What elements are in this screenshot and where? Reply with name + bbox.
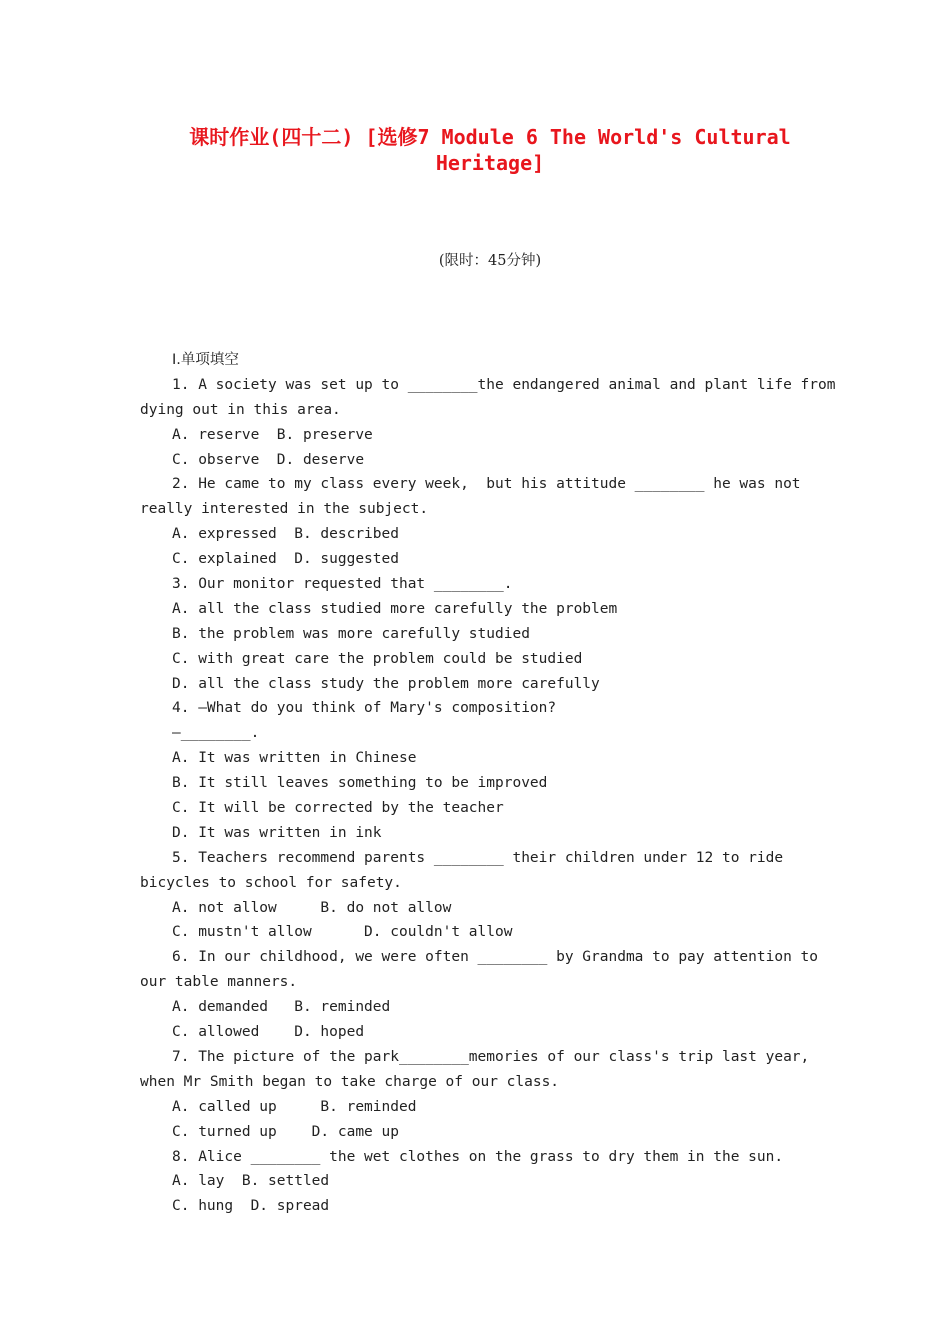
- text-line: A. called up B. reminded: [172, 1098, 417, 1115]
- text-line: when Mr Smith began to take charge of our class.: [140, 1073, 560, 1090]
- text-line: bicycles to school for safety.: [140, 874, 402, 891]
- text-line: 3. Our monitor requested that ________.: [172, 576, 513, 593]
- text-line: A. lay B. settled: [172, 1173, 330, 1190]
- text-line: D. all the class study the problem more carefully: [172, 675, 600, 692]
- text-line: 7. The picture of the park________memories of our class's trip last year,: [172, 1048, 810, 1065]
- section-heading: Ⅰ.单项填空: [172, 352, 239, 368]
- text-line: our table manners.: [140, 974, 298, 991]
- text-line: A. reserve B. preserve: [172, 426, 373, 443]
- text-line: really interested in the subject.: [140, 501, 429, 518]
- text-line: 6. In our childhood, we were often ________ by Grandma to pay attention to: [172, 949, 819, 966]
- text-line: 5. Teachers recommend parents ________ their children under 12 to ride: [172, 849, 784, 866]
- question-list: [140, 373, 836, 1219]
- text-line: 1. A society was set up to ________the endangered animal and plant life from: [172, 376, 836, 393]
- text-line: 2. He came to my class every week, but his attitude ________ he was not: [172, 476, 801, 493]
- text-line: C. hung D. spread: [172, 1198, 330, 1215]
- text-line: C. turned up D. came up: [172, 1123, 399, 1140]
- text-line: 8. Alice ________ the wet clothes on the grass to dry them in the sun.: [172, 1148, 784, 1165]
- text-line: A. It was written in Chinese: [172, 750, 417, 767]
- text-line: D. It was written in ink: [172, 824, 382, 841]
- text-line: C. allowed D. hoped: [172, 1024, 365, 1041]
- text-line: A. demanded B. reminded: [172, 999, 391, 1016]
- title-line-2: Heritage]: [435, 151, 545, 175]
- text-line: A. not allow B. do not allow: [172, 899, 452, 916]
- text-line: A. expressed B. described: [172, 526, 399, 543]
- text-line: C. observe D. deserve: [172, 451, 365, 468]
- time-limit: (限时：45分钟): [438, 253, 542, 269]
- text-line: A. all the class studied more carefully the problem: [172, 600, 618, 617]
- text-line: C. It will be corrected by the teacher: [172, 800, 504, 817]
- text-line: dying out in this area.: [140, 401, 341, 418]
- text-line: C. mustn't allow D. couldn't allow: [172, 924, 513, 941]
- page-title: [140, 124, 840, 176]
- text-line: B. It still leaves something to be improved: [172, 775, 548, 792]
- text-line: —________.: [172, 725, 260, 742]
- text-line: 4. —What do you think of Mary's composition?: [172, 700, 557, 717]
- text-line: B. the problem was more carefully studied: [172, 625, 530, 642]
- title-line-1: 课时作业(四十二) [选修7 Module 6 The World's Cultural: [189, 125, 791, 149]
- exercise-content: [140, 348, 836, 1219]
- text-line: C. with great care the problem could be studied: [172, 650, 583, 667]
- text-line: C. explained D. suggested: [172, 551, 399, 568]
